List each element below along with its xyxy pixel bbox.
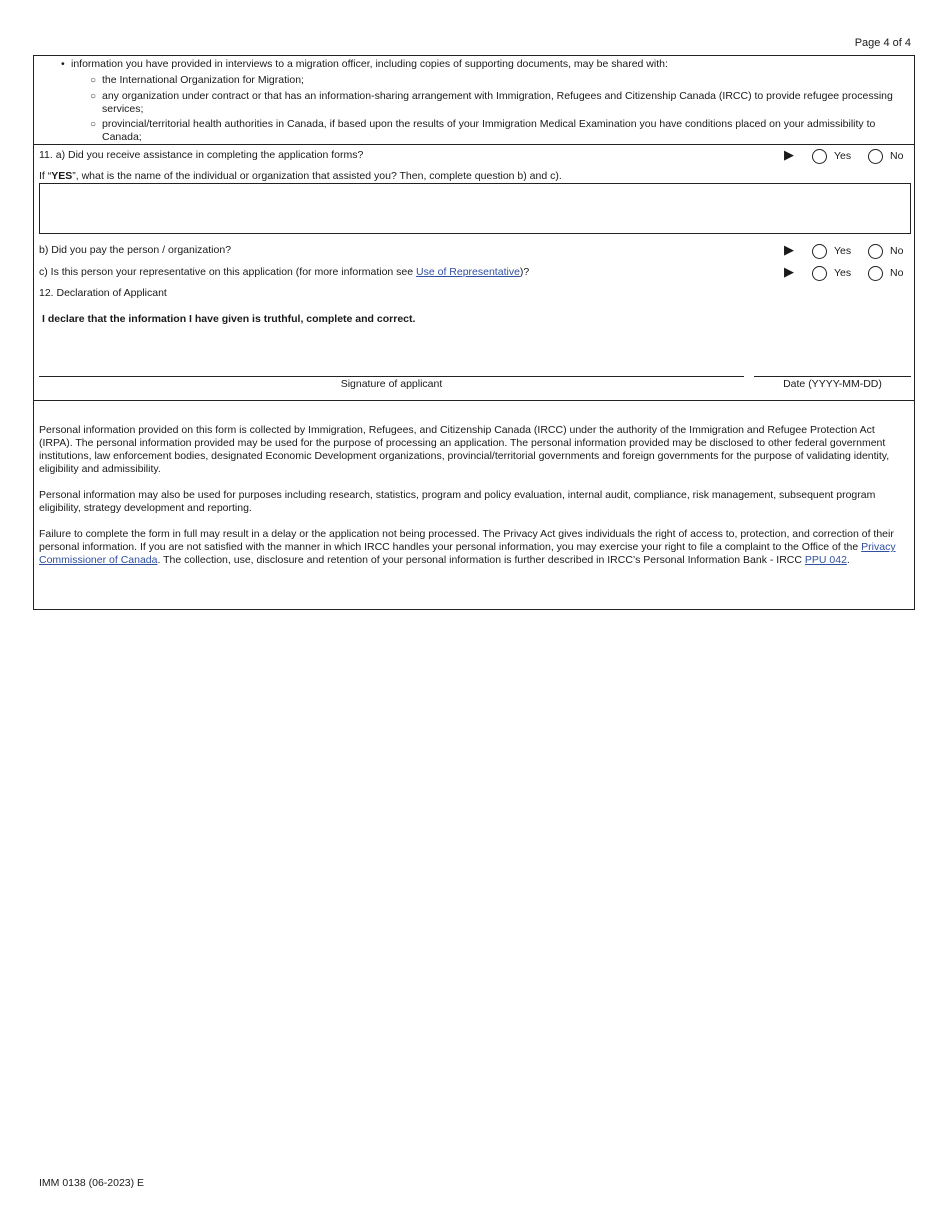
sharing-bullet-text: information you have provided in interviews to a migration officer, including copies of supporting documents, may be shared with: <box>71 58 668 70</box>
question-11c-prefix: c) Is this person your representative on this application (for more information see <box>39 266 417 278</box>
instruction-prefix: If “ <box>39 170 52 182</box>
no-label: No <box>890 245 904 257</box>
radio-yes-11a[interactable] <box>812 149 827 164</box>
sharing-sub-item <box>90 90 905 116</box>
sharing-sub-item-text: the International Organization for Migration; <box>102 74 304 86</box>
sharing-sub-item <box>90 74 905 87</box>
signature-label: Signature of applicant <box>340 378 443 390</box>
radio-no-11c[interactable] <box>868 266 883 281</box>
ppu-042-link[interactable]: PPU 042 <box>804 554 847 566</box>
bullet-icon: • <box>61 58 65 70</box>
assistant-name-field[interactable] <box>39 183 911 234</box>
yes-label: Yes <box>834 267 852 279</box>
privacy-paragraph-3-mid: . The collection, use, disclosure and retention of your personal information is further described in IRCC’s Personal Information Bank - IRCC <box>157 554 805 566</box>
privacy-commissioner-link[interactable]: Privacy Commissioner of Canada <box>39 541 896 566</box>
radio-no-11a[interactable] <box>868 149 883 164</box>
question-11c-suffix: )? <box>519 266 530 278</box>
no-label: No <box>890 150 904 162</box>
sharing-sub-item-text: provincial/territorial health authorities in Canada, if based upon the results of your Immigration Medical Examination you have conditions placed on your admissibility to Canada; <box>102 118 876 143</box>
privacy-paragraph-1: Personal information provided on this form is collected by Immigration, Refugees, and Citizenship Canada (IRCC) under the authority of the Immigration and Refugee Protection Act (IRPA). The personal information provided may be used for the purpose of processing an application. The personal information provided may be disclosed to other federal government institutions, law enforcement bodies, designated Economic Development organizations, provincial/territorial governments and foreign governments for the purpose of validating identity, eligibility and admissibility. <box>39 424 890 475</box>
instruction-yes: YES <box>51 170 73 182</box>
instruction-suffix: ”, what is the name of the individual or organization that assisted you? Then, complete question b) and c). <box>72 170 562 182</box>
radio-no-11b[interactable] <box>868 244 883 259</box>
questions-section <box>33 145 915 400</box>
question-11a-instruction <box>39 170 562 182</box>
arrow-right-icon: ▶ <box>784 242 794 257</box>
privacy-paragraph-3-end: . <box>846 554 850 566</box>
form-code: IMM 0138 (06-2023) E <box>39 1177 145 1189</box>
arrow-right-icon: ▶ <box>784 147 794 162</box>
date-line[interactable] <box>754 376 911 377</box>
yes-label: Yes <box>834 150 852 162</box>
yes-label: Yes <box>834 245 852 257</box>
circle-bullet-icon: ○ <box>90 119 97 130</box>
question-11c <box>39 266 529 278</box>
privacy-paragraph-2: Personal information may also be used for purposes including research, statistics, program and policy evaluation, internal audit, compliance, risk management, subsequent program eligibility, strategy development and reporting. <box>39 489 876 514</box>
declaration-text: I declare that the information I have given is truthful, complete and correct. <box>42 313 416 325</box>
sharing-sub-item-text: any organization under contract or that has an information-sharing arrangement with Immigration, Refugees and Citizenship Canada (IRCC) to provide refugee processing services; <box>102 90 893 115</box>
page-number: Page 4 of 4 <box>854 37 911 49</box>
question-11b: b) Did you pay the person / organization? <box>39 244 232 256</box>
question-11a-radio-group <box>784 148 905 166</box>
radio-yes-11c[interactable] <box>812 266 827 281</box>
privacy-paragraph-3-start: Failure to complete the form in full may result in a delay or the application not being processed. The Privacy Act gives individuals the right of access to, protection, and correction of their personal information. If you are not satisfied with the manner in which IRCC handles your personal information, you may exercise your right to file a complaint to the Office of the <box>39 528 894 553</box>
date-label: Date (YYYY-MM-DD) <box>783 378 882 390</box>
no-label: No <box>890 267 904 279</box>
info-sharing-section <box>33 55 915 145</box>
sharing-sub-item <box>90 118 905 144</box>
question-11a: 11. a) Did you receive assistance in completing the application forms? <box>39 149 364 161</box>
arrow-right-icon: ▶ <box>784 264 794 279</box>
question-11b-radio-group <box>784 243 905 261</box>
question-11c-radio-group <box>784 265 905 283</box>
privacy-paragraph-3 <box>39 528 909 567</box>
privacy-notice-section <box>33 400 915 610</box>
question-12-title: 12. Declaration of Applicant <box>39 287 167 299</box>
circle-bullet-icon: ○ <box>90 75 97 86</box>
radio-yes-11b[interactable] <box>812 244 827 259</box>
use-of-representative-link[interactable]: Use of Representative <box>416 266 520 278</box>
circle-bullet-icon: ○ <box>90 91 97 102</box>
signature-line[interactable] <box>39 376 744 377</box>
